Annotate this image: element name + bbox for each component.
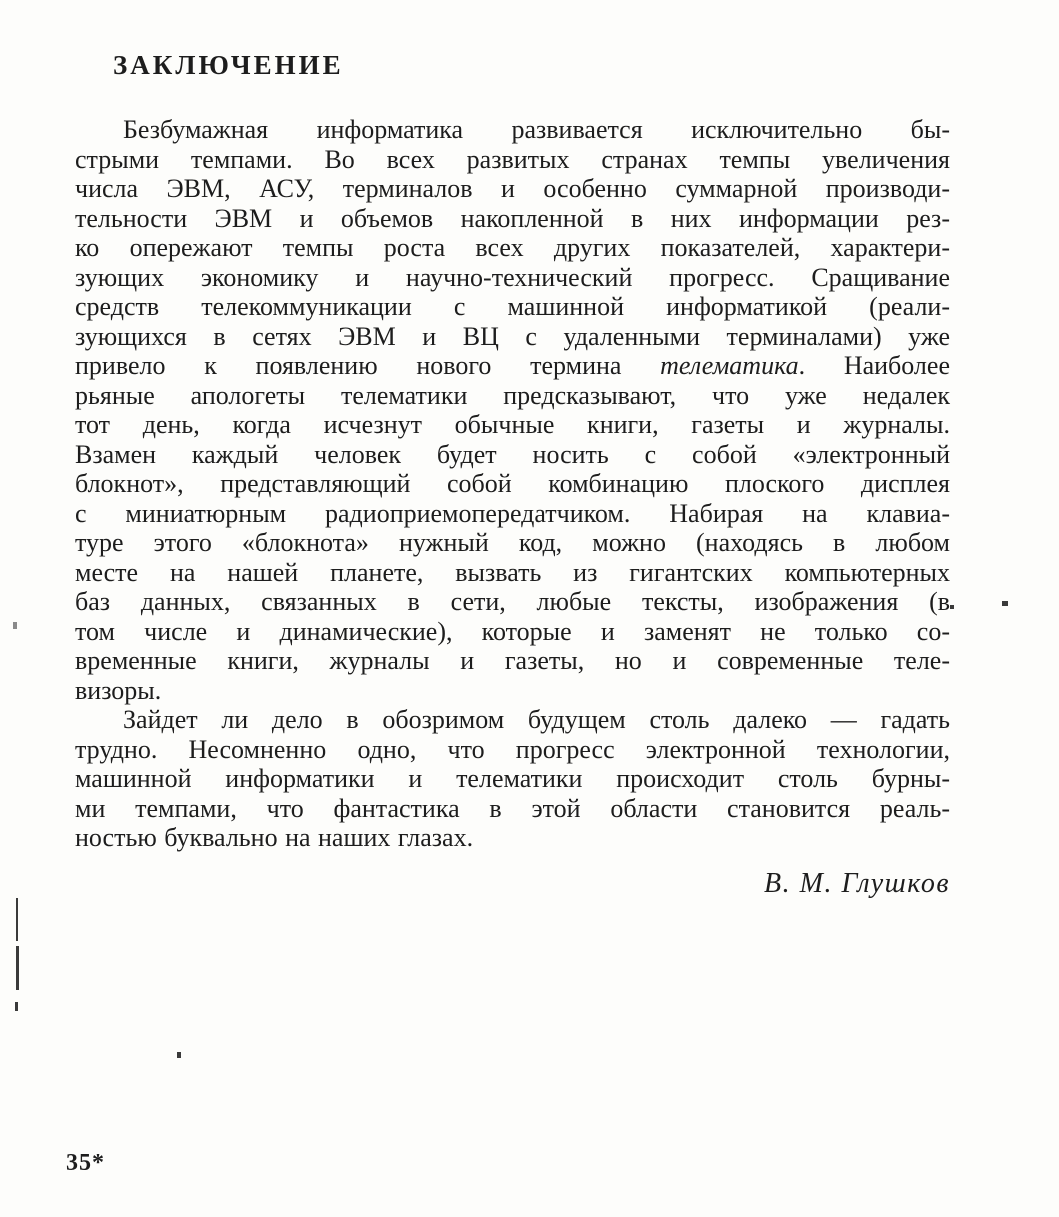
text-line: машинной информатики и телематики происходит столь бурны-: [75, 764, 950, 793]
scan-artifact: [177, 1052, 181, 1058]
text-line: тельности ЭВМ и объемов накопленной в них информации рез-: [75, 203, 950, 233]
text-line: ностью буквально на наших глазах.: [75, 823, 474, 852]
text-line: зующихся в сетях ЭВМ и ВЦ с удаленными терминалами) уже: [75, 321, 950, 351]
text-line: тот день, когда исчезнут обычные книги, газеты и журналы.: [75, 410, 950, 439]
scan-artifact: [13, 622, 17, 629]
paragraph: [75, 705, 950, 853]
text-line: стрыми темпами. Во всех развитых странах темпы увеличения: [75, 144, 950, 174]
text-line: зующих экономику и научно-технический прогресс. Сращивание: [75, 262, 950, 292]
scan-artifact: [16, 946, 19, 990]
text-line: ми темпами, что фантастика в этой области становится реаль-: [75, 793, 950, 823]
text-line: баз данных, связанных в сети, любые тексты, изображения (в: [75, 587, 950, 616]
scan-artifact: [950, 605, 954, 609]
text-line: месте на нашей планете, вызвать из гигантских компьютерных: [75, 557, 950, 587]
text-line: визоры.: [75, 675, 162, 705]
text-line: Взамен каждый человек будет носить с собой «электронный: [75, 439, 950, 469]
emphasized-term: телематика: [660, 351, 799, 380]
paragraph: [75, 115, 950, 705]
text-line: ко опережают темпы роста всех других показателей, характери-: [75, 233, 950, 262]
text-line: Зайдет ли дело в обозримом будущем столь далеко — гадать: [123, 705, 950, 734]
chapter-title: ЗАКЛЮЧЕНИЕ: [113, 50, 344, 80]
text-line: туре этого «блокнота» нужный код, можно (находясь в любом: [75, 528, 950, 557]
text-line: том числе и динамические), которые и заменят не только со-: [75, 616, 950, 646]
text-line: числа ЭВМ, АСУ, терминалов и особенно суммарной производи-: [75, 174, 950, 203]
scan-artifact: [1002, 601, 1008, 606]
body-text: [75, 115, 950, 853]
text-line: средств телекоммуникации с машинной информатикой (реали-: [75, 292, 950, 321]
text-segment: привело к появлению нового термина: [75, 351, 661, 380]
text-line: временные книги, журналы и газеты, но и современные теле-: [75, 646, 950, 675]
text-line: [75, 351, 950, 381]
text-line: Безбумажная информатика развивается исключительно бы-: [123, 115, 950, 144]
text-line: рьяные апологеты телематики предсказывают, что уже недалек: [75, 380, 950, 410]
page-number: 35*: [66, 1150, 105, 1176]
scan-artifact: [16, 898, 18, 941]
text-segment: . Наиболее: [798, 351, 950, 380]
text-line: трудно. Несомненно одно, что прогресс электронной технологии,: [75, 734, 950, 764]
scan-artifact: [15, 1002, 18, 1011]
text-line: блокнот», представляющий собой комбинацию плоского дисплея: [75, 469, 950, 498]
text-line: с миниатюрным радиоприемопередатчиком. Набирая на клавиа-: [75, 498, 950, 528]
author-signature: В. М. Глушков: [764, 868, 950, 899]
